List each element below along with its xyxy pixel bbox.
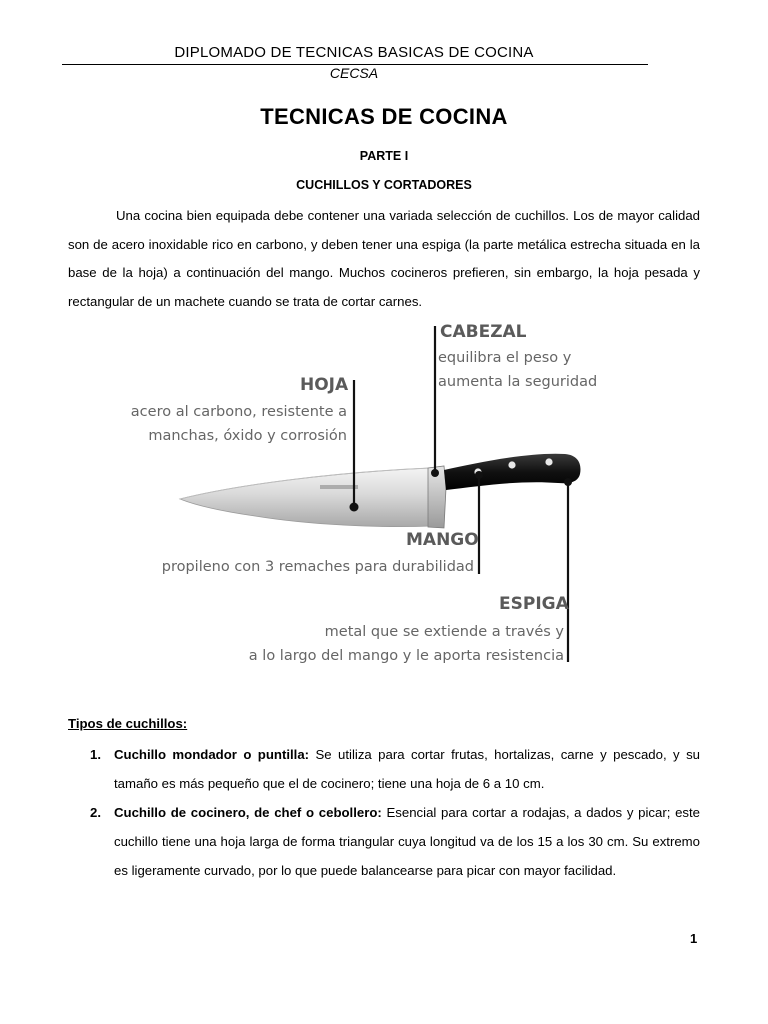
- list-item-number: 1.: [90, 747, 101, 762]
- list-item-term: Cuchillo de cocinero, de chef o cebollero:: [114, 805, 382, 820]
- desc-espiga-1: metal que se extiende a través y: [324, 624, 564, 640]
- document-header: DIPLOMADO DE TECNICAS BASICAS DE COCINA: [174, 44, 534, 61]
- marker-cabezal: [431, 469, 439, 477]
- page-title: TECNICAS DE COCINA: [260, 104, 508, 129]
- desc-cabezal-1: equilibra el peso y: [438, 350, 572, 366]
- label-mango: MANGO: [406, 530, 479, 550]
- part-heading: PARTE I: [359, 149, 409, 163]
- desc-mango: propileno con 3 remaches para durabilidad: [161, 559, 474, 575]
- marker-hoja: [350, 503, 359, 512]
- label-hoja: HOJA: [300, 375, 349, 395]
- blade-shape: [180, 468, 432, 527]
- label-espiga: ESPIGA: [499, 594, 569, 614]
- knife-diagram: [110, 322, 610, 682]
- blade-engraving: [320, 485, 358, 489]
- types-heading: Tipos de cuchillos:: [68, 716, 188, 731]
- list-item: [68, 740, 700, 798]
- desc-cabezal-2: aumenta la seguridad: [438, 374, 598, 390]
- document-subheader: CECSA: [329, 65, 379, 81]
- list-item: [68, 798, 700, 885]
- list-item-term: Cuchillo mondador o puntilla:: [114, 747, 310, 762]
- list-item-text: Se utiliza para cortar frutas, hortalizas, carne y pescado, y su tamaño es más pequeño que el de cocinero; tiene una hoja de 6 a 10 cm.: [114, 747, 700, 791]
- marker-mango: [475, 471, 483, 479]
- desc-espiga-2: a lo largo del mango y le aporta resistencia: [248, 648, 564, 664]
- marker-espiga: [564, 478, 572, 486]
- desc-hoja-2: manchas, óxido y corrosión: [148, 428, 347, 444]
- rivet-2: [508, 461, 515, 468]
- list-item-text: Esencial para cortar a rodajas, a dados y picar; este cuchillo tiene una hoja larga de forma triangular cuya longitud va de los 15 a los 30 cm. Su extremo es ligeramente curvado, por lo que puede balancearse para picar con mayor facilidad.: [114, 805, 700, 878]
- rivet-3: [545, 458, 552, 465]
- label-cabezal: CABEZAL: [440, 322, 527, 342]
- handle-shape: [444, 454, 580, 490]
- page-number: 1: [690, 931, 698, 946]
- desc-hoja-1: acero al carbono, resistente a: [130, 404, 347, 420]
- knife-types-list: [68, 740, 700, 885]
- intro-paragraph: Una cocina bien equipada debe contener una variada selección de cuchillos. Los de mayor calidad son de acero inoxidable rico en carbono, y deben tener una espiga (la parte metálica estrecha situada en la base de la hoja) a continuación del mango. Muchos cocineros prefieren, sin embargo, la hoja pesada y rectangular de un machete cuando se trata de cortar carnes.: [68, 208, 700, 309]
- section-heading: CUCHILLOS Y CORTADORES: [296, 178, 472, 192]
- list-item-number: 2.: [90, 805, 101, 820]
